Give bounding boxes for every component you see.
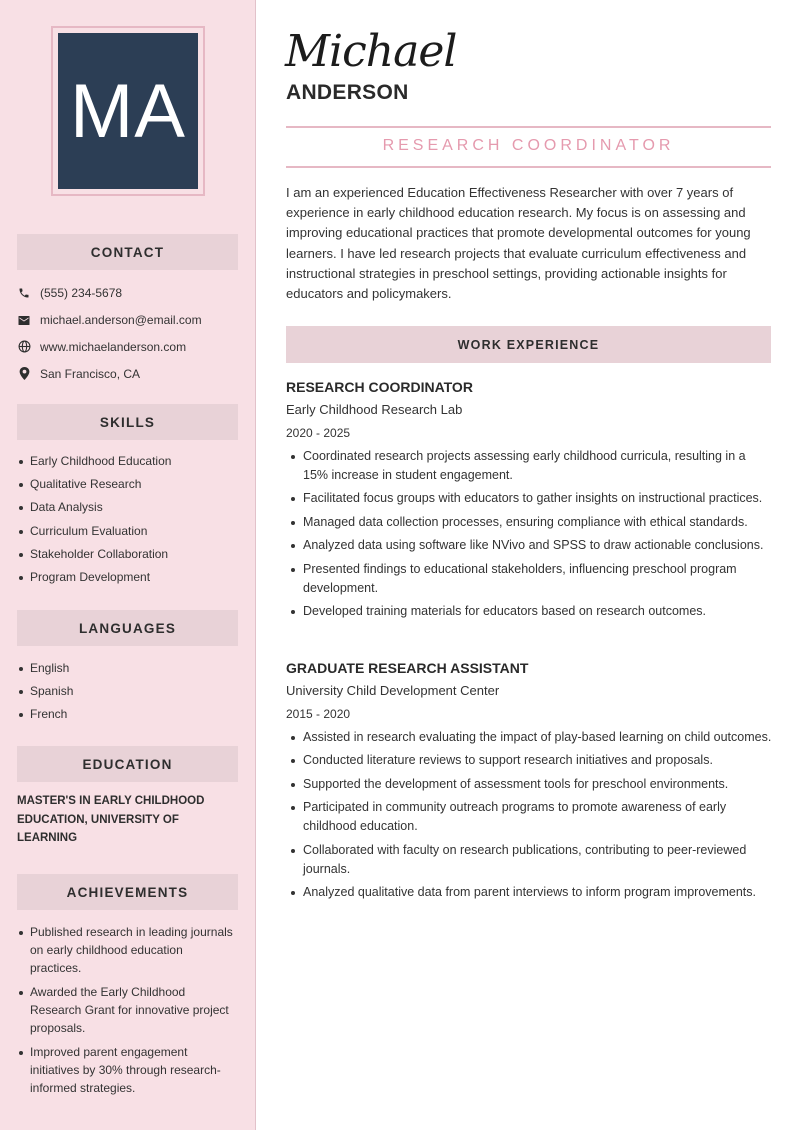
- job-organization: University Child Development Center: [286, 683, 500, 698]
- location-pin-icon: [17, 367, 31, 381]
- list-item: French: [17, 703, 73, 726]
- job-bullets: [286, 447, 772, 621]
- job-entry: [286, 376, 772, 625]
- education-entry: MASTER'S IN EARLY CHILDHOOD EDUCATION, UNIVERSITY OF LEARNING: [17, 795, 205, 844]
- sidebar: [0, 0, 256, 1130]
- languages-list: [17, 657, 73, 727]
- list-item: Conducted literature reviews to support research initiatives and proposals.: [286, 751, 772, 770]
- job-organization: Early Childhood Research Lab: [286, 402, 463, 417]
- contact-location-text: San Francisco, CA: [40, 366, 141, 381]
- list-item: Stakeholder Collaboration: [17, 543, 171, 566]
- achievements-heading: ACHIEVEMENTS: [17, 874, 238, 910]
- list-item: Developed training materials for educators based on research outcomes.: [286, 602, 772, 621]
- work-experience-heading: WORK EXPERIENCE: [286, 326, 771, 363]
- contact-location: [17, 360, 247, 387]
- contact-website-text: www.michaelanderson.com: [40, 339, 187, 354]
- list-item: Data Analysis: [17, 496, 171, 519]
- job-dates: 2020 - 2025: [286, 426, 351, 440]
- job-dates: 2015 - 2020: [286, 707, 351, 721]
- phone-icon: [17, 286, 31, 300]
- list-item: Presented findings to educational stakeholders, influencing preschool program development.: [286, 560, 772, 598]
- list-item: Managed data collection processes, ensuring compliance with ethical standards.: [286, 513, 772, 532]
- title-divider-bottom: [286, 166, 771, 168]
- list-item: Facilitated focus groups with educators to gather insights on instructional practices.: [286, 489, 772, 508]
- list-item: Program Development: [17, 566, 171, 589]
- skills-list: [17, 450, 171, 589]
- list-item: Collaborated with faculty on research publications, contributing to peer-reviewed journals.: [286, 841, 772, 879]
- contact-email-text: michael.anderson@email.com: [40, 313, 202, 328]
- contact-heading: CONTACT: [17, 234, 238, 270]
- contact-phone[interactable]: [17, 280, 247, 307]
- list-item: Coordinated research projects assessing early childhood curricula, resulting in a 15% increase in student engagement.: [286, 447, 772, 485]
- list-item: Participated in community outreach programs to promote awareness of early childhood education.: [286, 798, 772, 836]
- list-item: Spanish: [17, 680, 73, 703]
- list-item: Awarded the Early Childhood Research Grant for innovative project proposals.: [17, 983, 235, 1038]
- job-entry: [286, 657, 772, 906]
- list-item: English: [17, 657, 73, 680]
- title-divider-top: [286, 126, 771, 128]
- list-item: Analyzed qualitative data from parent interviews to inform program improvements.: [286, 883, 772, 902]
- list-item: Published research in leading journals on early childhood education practices.: [17, 923, 235, 978]
- monogram-frame: [51, 26, 205, 196]
- monogram: MA: [58, 33, 198, 189]
- email-icon: [17, 313, 31, 327]
- list-item: Assisted in research evaluating the impact of play-based learning on child outcomes.: [286, 728, 772, 747]
- list-item: Qualitative Research: [17, 473, 171, 496]
- contact-phone-text: (555) 234-5678: [40, 286, 123, 301]
- education-heading: EDUCATION: [17, 746, 238, 782]
- job-bullets: [286, 728, 772, 902]
- achievements-list: [17, 923, 235, 1102]
- contact-list: [17, 280, 247, 387]
- languages-heading: LANGUAGES: [17, 610, 238, 646]
- profile-summary: I am an experienced Education Effectiveness Researcher with over 7 years of experience in early childhood education research. My focus is on assessing and improving educational practices that promote developmental outcomes for young learners. I have led research projects that evaluate curriculum effectiveness and instructional strategies in preschool settings, providing actionable insights for educators and policymakers.: [286, 185, 751, 302]
- contact-website[interactable]: [17, 334, 247, 361]
- skills-heading: SKILLS: [17, 404, 238, 440]
- job-title: RESEARCH COORDINATOR: [382, 137, 675, 154]
- globe-icon: [17, 340, 31, 354]
- list-item: Supported the development of assessment tools for preschool environments.: [286, 775, 772, 794]
- list-item: Improved parent engagement initiatives by 30% through research-informed strategies.: [17, 1043, 235, 1098]
- job-role: RESEARCH COORDINATOR: [286, 379, 473, 395]
- first-name: Michael: [285, 26, 457, 77]
- list-item: Curriculum Evaluation: [17, 520, 171, 543]
- job-role: GRADUATE RESEARCH ASSISTANT: [286, 660, 529, 676]
- list-item: Early Childhood Education: [17, 450, 171, 473]
- last-name: ANDERSON: [286, 81, 409, 104]
- list-item: Analyzed data using software like NVivo and SPSS to draw actionable conclusions.: [286, 536, 772, 555]
- contact-email[interactable]: [17, 307, 247, 334]
